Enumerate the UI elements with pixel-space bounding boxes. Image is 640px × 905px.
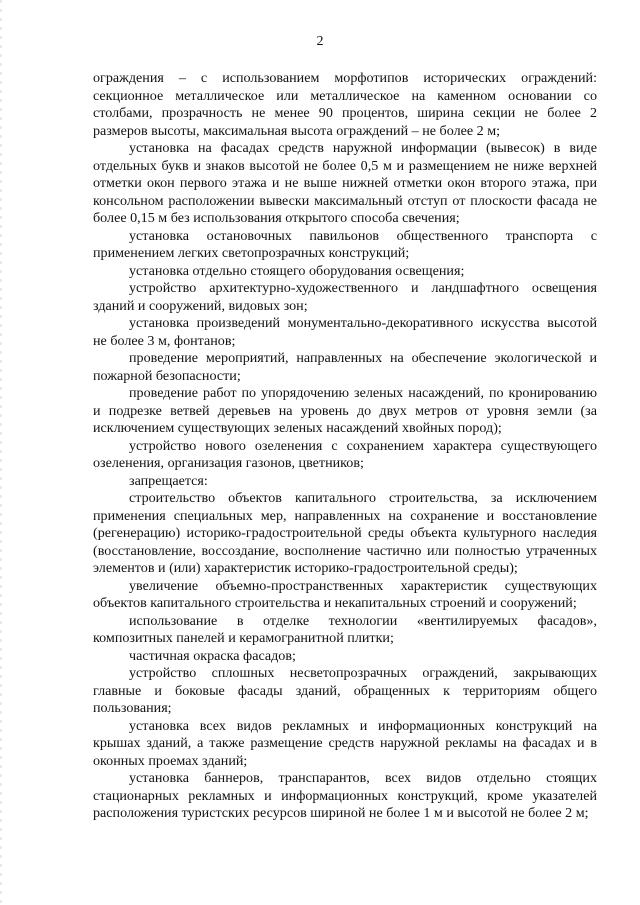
paragraph-monumental-art: установка произведений монументально-декоративного искусства высотой не более 3 м, фонтанов; bbox=[93, 315, 597, 349]
paragraph-roof-advertising: установка всех видов рекламных и информационных конструкций на крышах зданий, а также размещение средств наружной рекламы на фасадах и в оконных проемах зданий; bbox=[93, 717, 597, 769]
paragraph-fences: ограждения – с использованием морфотипов исторических ограждений: секционное металлическое или металлическое на каменном основании со столбами, прозрачность не менее 90 процентов, ширина секции не более 2 размеров высоты, максимальная высота ограждений – не более 2 м; bbox=[93, 70, 597, 139]
paragraph-partial-painting: частичная окраска фасадов; bbox=[129, 647, 296, 664]
scan-edge bbox=[0, 0, 2, 905]
page-number: 2 bbox=[316, 34, 324, 49]
document-body bbox=[93, 70, 597, 823]
paragraph-architectural-lighting: устройство архитектурно-художественного и ландшафтного освещения зданий и сооружений, видовых зон; bbox=[93, 280, 597, 314]
paragraph-safety: проведение мероприятий, направленных на обеспечение экологической и пожарной безопасности; bbox=[93, 350, 597, 384]
paragraph-new-greenery: устройство нового озеленения с сохранением характера существующего озеленения, организация газонов, цветников; bbox=[93, 437, 597, 471]
paragraph-bus-shelters: установка остановочных павильонов общественного транспорта с применением легких светопрозрачных конструкций; bbox=[93, 227, 597, 261]
paragraph-green-plantings: проведение работ по упорядочению зеленых насаждений, по кронированию и подрезке ветвей деревьев на уровень до двух метров от уровня земли (за исключением существующих зеленых насаждений хвойных пород); bbox=[93, 385, 597, 436]
paragraph-prohibited-heading: запрещается: bbox=[129, 472, 208, 489]
paragraph-ventilated-facades: использование в отделке технологии «вентилируемых фасадов», композитных панелей и керамогранитной плитки; bbox=[93, 612, 597, 646]
paragraph-capital-construction: строительство объектов капитального строительства, за исключением применения специальных мер, направленных на сохранение и восстановление (регенерацию) историко-градостроительной среды объекта культурного наследия (восстановление, воссоздание, восполнение частично или полностью утраченных элементов и (или) характеристик историко-градостроительной среды); bbox=[93, 490, 597, 576]
paragraph-signage: установка на фасадах средств наружной информации (вывесок) в виде отдельных букв и знаков высотой не более 0,5 м и размещением не ниже верхней отметки окон первого этажа и не выше нижней отметки окон второго этажа, при консольном расположении вывески максимальный отступ от плоскости фасада не более 0,15 м без использования открытого способа свечения; bbox=[93, 140, 597, 226]
paragraph-volume-increase: увеличение объемно-пространственных характеристик существующих объектов капитального строительства и некапитальных строений и сооружений; bbox=[93, 577, 597, 611]
paragraph-solid-fences: устройство сплошных несветопрозрачных ограждений, закрывающих главные и боковые фасады зданий, обращенных к территориям общего пользования; bbox=[93, 665, 597, 716]
paragraph-banners: установка баннеров, транспарантов, всех видов отдельно стоящих стационарных рекламных и информационных конструкций, кроме указателей расположения туристских ресурсов шириной не более 1 м и высотой не более 2 м; bbox=[93, 770, 597, 821]
paragraph-lighting-equipment: установка отдельно стоящего оборудования освещения; bbox=[129, 262, 465, 279]
